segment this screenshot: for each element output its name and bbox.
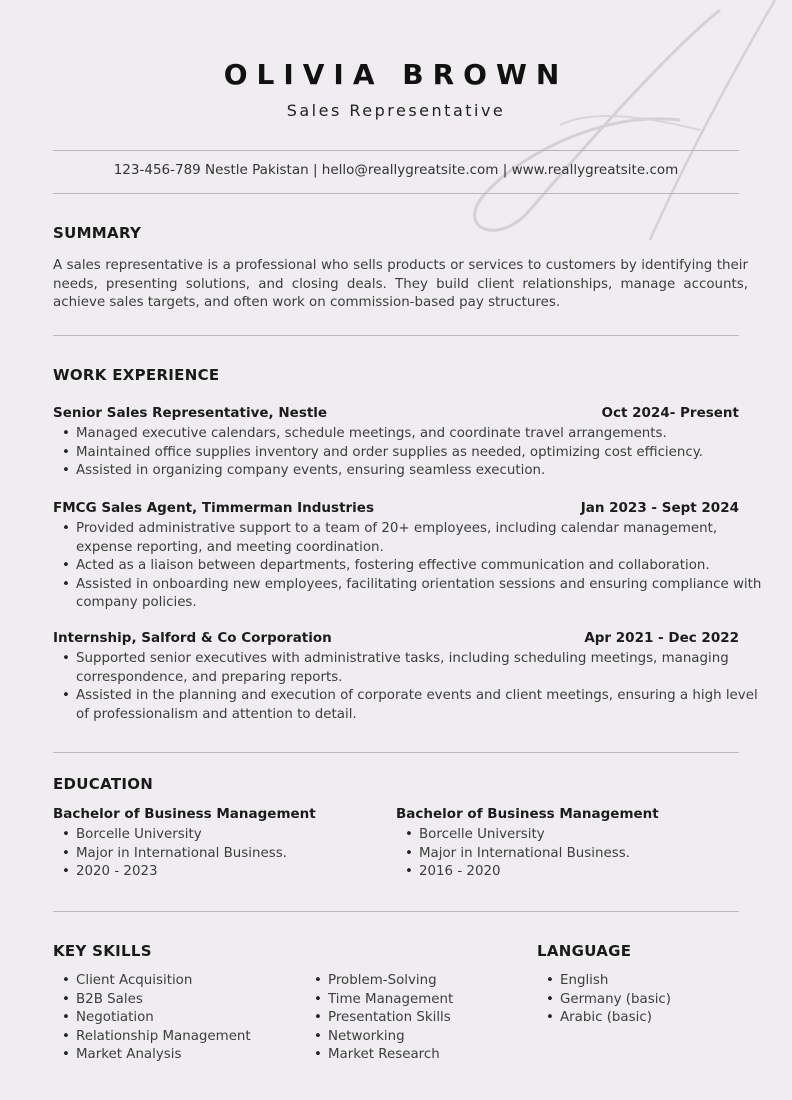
skill-item: • Negotiation [76, 1009, 316, 1028]
skill-item: • Client Acquisition [76, 972, 316, 991]
degree-title: Bachelor of Business Management [53, 806, 316, 822]
job-dates: Oct 2024- Present [601, 405, 739, 421]
bullet-item: • 2016 - 2020 [419, 863, 739, 882]
skill-item: • Market Analysis [76, 1046, 316, 1065]
skill-item: • Market Research [328, 1046, 548, 1065]
monogram-watermark [420, 0, 792, 270]
language-heading: LANGUAGE [537, 942, 632, 960]
divider [53, 752, 739, 753]
skills-heading: KEY SKILLS [53, 942, 152, 960]
summary-text: A sales representative is a professional who sells products or services to customers by identifying their needs, presenting solutions, and closing deals. They build client relationships, manage accounts, achieve sales targets, and often work on commission-based pay structures. [53, 258, 748, 311]
education-heading: EDUCATION [53, 775, 154, 793]
bullet-item: • Assisted in the planning and execution of corporate events and client meetings, ensuring a high level of professionalism and attention to detail. [76, 687, 766, 724]
bullet-item: • 2020 - 2023 [76, 863, 396, 882]
language-item: • English [560, 972, 760, 991]
job-role: Senior Sales Representative, Nestle [53, 405, 328, 421]
divider [53, 193, 739, 194]
education-bullets [53, 826, 396, 882]
skills-list [53, 972, 316, 1065]
divider [53, 911, 739, 912]
skills-list [305, 972, 548, 1065]
bullet-item: • Borcelle University [76, 826, 396, 845]
language-item: • Germany (basic) [560, 991, 760, 1010]
job-header [53, 630, 739, 646]
summary-heading: SUMMARY [53, 224, 142, 242]
skill-item: • Time Management [328, 991, 548, 1010]
bullet-item: • Major in International Business. [419, 845, 739, 864]
bullet-item: • Major in International Business. [76, 845, 396, 864]
contact-line: 123-456-789 Nestle Pakistan | hello@reallygreatsite.com | www.reallygreatsite.com [113, 162, 679, 178]
bullet-item: • Assisted in organizing company events, ensuring seamless execution. [76, 462, 766, 481]
language-item: • Arabic (basic) [560, 1009, 760, 1028]
skill-item: • Problem-Solving [328, 972, 548, 991]
skill-item: • Presentation Skills [328, 1009, 548, 1028]
job-header [53, 500, 739, 516]
job-role: FMCG Sales Agent, Timmerman Industries [53, 500, 375, 516]
degree-title: Bachelor of Business Management [396, 806, 659, 822]
skill-item: • Relationship Management [76, 1028, 316, 1047]
skill-item: • Networking [328, 1028, 548, 1047]
job-role: Internship, Salford & Co Corporation [53, 630, 332, 646]
bullet-item: • Provided administrative support to a team of 20+ employees, including calendar management, expense reporting, and meeting coordination. [76, 520, 766, 557]
skill-item: • B2B Sales [76, 991, 316, 1010]
divider [53, 150, 739, 151]
education-bullets [396, 826, 739, 882]
bullet-item: • Acted as a liaison between departments, fostering effective communication and collaboration. [76, 557, 766, 576]
bullet-item: • Assisted in onboarding new employees, facilitating orientation sessions and ensuring compliance with company policies. [76, 576, 766, 613]
candidate-name: OLIVIA BROWN [223, 58, 569, 91]
job-bullets [53, 425, 766, 481]
language-list [537, 972, 760, 1028]
bullet-item: • Borcelle University [419, 826, 739, 845]
job-header [53, 405, 739, 421]
bullet-item: • Maintained office supplies inventory and order supplies as needed, optimizing cost efficiency. [76, 444, 766, 463]
bullet-item: • Supported senior executives with administrative tasks, including scheduling meetings, managing correspondence, and preparing reports. [76, 650, 766, 687]
job-dates: Jan 2023 - Sept 2024 [580, 500, 739, 516]
job-bullets [53, 650, 766, 724]
job-bullets [53, 520, 766, 613]
job-dates: Apr 2021 - Dec 2022 [584, 630, 739, 646]
divider [53, 335, 739, 336]
experience-heading: WORK EXPERIENCE [53, 366, 220, 384]
bullet-item: • Managed executive calendars, schedule meetings, and coordinate travel arrangements. [76, 425, 766, 444]
job-title: Sales Representative [286, 101, 506, 120]
